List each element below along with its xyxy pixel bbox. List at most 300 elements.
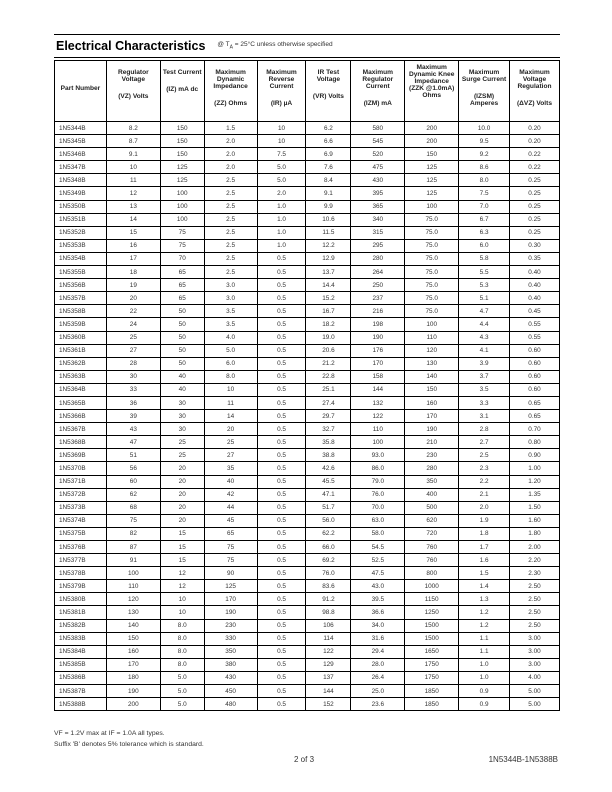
cell-zz: 230 (204, 619, 257, 632)
cell-izm: 250 (351, 279, 405, 292)
cell-vr: 15.2 (306, 292, 351, 305)
column-header-izsm (459, 61, 510, 122)
cell-vz: 110 (106, 580, 160, 593)
cell-iz: 12 (160, 567, 204, 580)
cell-vr: 9.1 (306, 187, 351, 200)
table-row (55, 266, 560, 279)
cell-zzk: 75.0 (405, 226, 459, 239)
cell-zz: 2.0 (204, 135, 257, 148)
cell-iz: 8.0 (160, 645, 204, 658)
cell-ir: 1.0 (257, 213, 306, 226)
cell-izm: 144 (351, 383, 405, 396)
table-row (55, 410, 560, 423)
table-row (55, 436, 560, 449)
cell-izm: 190 (351, 331, 405, 344)
cell-dvz: 3.00 (510, 645, 560, 658)
column-header-iz (160, 61, 204, 122)
cell-part: 1N5351B (55, 213, 107, 226)
table-row (55, 488, 560, 501)
cell-part: 1N5372B (55, 488, 107, 501)
cell-ir: 5.0 (257, 174, 306, 187)
cell-part: 1N5353B (55, 239, 107, 252)
cell-iz: 150 (160, 148, 204, 161)
cell-zz: 3.0 (204, 292, 257, 305)
cell-zz: 1.5 (204, 122, 257, 135)
cell-zzk: 1850 (405, 698, 459, 711)
cell-zz: 2.5 (204, 239, 257, 252)
cell-vz: 170 (106, 658, 160, 671)
cell-zzk: 120 (405, 344, 459, 357)
cell-iz: 5.0 (160, 671, 204, 684)
cell-vz: 82 (106, 527, 160, 540)
cell-zz: 380 (204, 658, 257, 671)
cell-vz: 27 (106, 344, 160, 357)
cell-iz: 100 (160, 213, 204, 226)
cell-izsm: 1.8 (459, 527, 510, 540)
table-row (55, 187, 560, 200)
cell-zzk: 1500 (405, 619, 459, 632)
cell-izm: 110 (351, 423, 405, 436)
cell-vr: 35.8 (306, 436, 351, 449)
cell-vz: 18 (106, 266, 160, 279)
cell-zz: 40 (204, 475, 257, 488)
cell-izm: 295 (351, 239, 405, 252)
part-range: 1N5344B-1N5388B (488, 755, 558, 764)
note-tolerance: Suffix 'B' denotes 5% tolerance which is standard. (54, 741, 204, 748)
cell-zz: 45 (204, 514, 257, 527)
cell-iz: 30 (160, 410, 204, 423)
cell-ir: 0.5 (257, 593, 306, 606)
column-header-ir (257, 61, 306, 122)
table-row (55, 658, 560, 671)
cell-izsm: 6.0 (459, 239, 510, 252)
cell-dvz: 2.50 (510, 580, 560, 593)
cell-part: 1N5366B (55, 410, 107, 423)
cell-izm: 198 (351, 318, 405, 331)
cell-zzk: 140 (405, 370, 459, 383)
cell-vz: 28 (106, 357, 160, 370)
column-header-part (55, 61, 107, 122)
column-label: Part Number (60, 85, 101, 92)
cell-izm: 52.5 (351, 554, 405, 567)
cell-iz: 150 (160, 122, 204, 135)
cell-izm: 216 (351, 305, 405, 318)
cell-dvz: 2.50 (510, 593, 560, 606)
cell-dvz: 0.45 (510, 305, 560, 318)
cell-izm: 430 (351, 174, 405, 187)
cell-zzk: 760 (405, 554, 459, 567)
cell-dvz: 5.00 (510, 685, 560, 698)
cell-part: 1N5352B (55, 226, 107, 239)
cell-izm: 28.0 (351, 658, 405, 671)
cell-vz: 62 (106, 488, 160, 501)
cell-zz: 125 (204, 580, 257, 593)
table-row (55, 161, 560, 174)
cell-vr: 6.6 (306, 135, 351, 148)
cell-zz: 3.5 (204, 305, 257, 318)
cell-izsm: 9.2 (459, 148, 510, 161)
table-row (55, 148, 560, 161)
cell-dvz: 0.30 (510, 239, 560, 252)
cell-ir: 0.5 (257, 396, 306, 409)
cell-zz: 480 (204, 698, 257, 711)
cell-izm: 70.0 (351, 501, 405, 514)
cell-part: 1N5370B (55, 462, 107, 475)
cell-zz: 2.5 (204, 174, 257, 187)
cell-vr: 42.6 (306, 462, 351, 475)
cell-vr: 18.2 (306, 318, 351, 331)
cell-part: 1N5363B (55, 370, 107, 383)
cell-part: 1N5359B (55, 318, 107, 331)
cell-izsm: 2.3 (459, 462, 510, 475)
cell-vr: 122 (306, 645, 351, 658)
cell-vz: 130 (106, 606, 160, 619)
cell-ir: 0.5 (257, 658, 306, 671)
cell-part: 1N5358B (55, 305, 107, 318)
cell-vr: 69.2 (306, 554, 351, 567)
cell-dvz: 0.65 (510, 396, 560, 409)
cell-ir: 0.5 (257, 619, 306, 632)
cell-vr: 45.5 (306, 475, 351, 488)
cell-zzk: 75.0 (405, 292, 459, 305)
cell-ir: 0.5 (257, 370, 306, 383)
cell-vz: 91 (106, 554, 160, 567)
cell-part: 1N5348B (55, 174, 107, 187)
table-row (55, 122, 560, 135)
table-row (55, 226, 560, 239)
column-units: (IZM) mA (363, 100, 392, 107)
column-label: Maximum Voltage Regulation (517, 69, 552, 90)
cell-iz: 70 (160, 252, 204, 265)
cell-ir: 0.5 (257, 436, 306, 449)
cell-dvz: 0.25 (510, 200, 560, 213)
cell-ir: 0.5 (257, 527, 306, 540)
cell-part: 1N5386B (55, 671, 107, 684)
cell-iz: 50 (160, 357, 204, 370)
cell-iz: 20 (160, 501, 204, 514)
cell-izm: 76.0 (351, 488, 405, 501)
cell-zzk: 1850 (405, 685, 459, 698)
table-row (55, 462, 560, 475)
cell-vr: 9.9 (306, 200, 351, 213)
cell-part: 1N5375B (55, 527, 107, 540)
cell-izsm: 1.1 (459, 645, 510, 658)
cell-iz: 8.0 (160, 619, 204, 632)
electrical-characteristics-table (54, 60, 560, 711)
notes (54, 728, 204, 750)
cell-iz: 10 (160, 593, 204, 606)
table-row (55, 344, 560, 357)
cell-part: 1N5365B (55, 396, 107, 409)
cell-izm: 580 (351, 122, 405, 135)
cell-izm: 47.5 (351, 567, 405, 580)
cell-part: 1N5382B (55, 619, 107, 632)
table-row (55, 606, 560, 619)
cell-izm: 264 (351, 266, 405, 279)
column-units: (ZZK @1.0mA) Ohms (409, 85, 455, 99)
cell-izsm: 1.6 (459, 554, 510, 567)
cell-iz: 65 (160, 292, 204, 305)
cell-izm: 23.6 (351, 698, 405, 711)
cell-vr: 16.7 (306, 305, 351, 318)
column-units: (IZSM) Amperes (469, 93, 499, 107)
cell-iz: 125 (160, 174, 204, 187)
cell-iz: 12 (160, 580, 204, 593)
cell-ir: 0.5 (257, 357, 306, 370)
cell-izm: 39.5 (351, 593, 405, 606)
cell-dvz: 0.35 (510, 252, 560, 265)
cell-part: 1N5371B (55, 475, 107, 488)
cell-vr: 66.0 (306, 541, 351, 554)
cell-zz: 20 (204, 423, 257, 436)
table-row (55, 527, 560, 540)
cell-part: 1N5364B (55, 383, 107, 396)
cell-izsm: 1.0 (459, 658, 510, 671)
column-label: Maximum Surge Current (461, 69, 507, 83)
cell-zz: 2.5 (204, 200, 257, 213)
cell-zzk: 150 (405, 383, 459, 396)
cell-zz: 10 (204, 383, 257, 396)
cell-zzk: 400 (405, 488, 459, 501)
cell-dvz: 0.60 (510, 344, 560, 357)
cell-ir: 7.5 (257, 148, 306, 161)
cell-ir: 0.5 (257, 580, 306, 593)
cell-iz: 8.0 (160, 632, 204, 645)
cell-iz: 100 (160, 200, 204, 213)
cell-vr: 38.8 (306, 449, 351, 462)
page-number: 2 of 3 (294, 755, 315, 764)
cell-vz: 160 (106, 645, 160, 658)
table-row (55, 357, 560, 370)
cell-izm: 395 (351, 187, 405, 200)
cell-zz: 27 (204, 449, 257, 462)
cell-zz: 90 (204, 567, 257, 580)
cell-izm: 58.0 (351, 527, 405, 540)
condition-subscript: A (229, 44, 233, 51)
cell-vr: 10.6 (306, 213, 351, 226)
cell-vz: 17 (106, 252, 160, 265)
cell-izsm: 3.5 (459, 383, 510, 396)
cell-vr: 62.2 (306, 527, 351, 540)
cell-zz: 42 (204, 488, 257, 501)
column-label: IR Test Voltage (316, 69, 341, 83)
cell-part: 1N5368B (55, 436, 107, 449)
cell-ir: 0.5 (257, 449, 306, 462)
cell-izm: 100 (351, 436, 405, 449)
cell-vr: 12.2 (306, 239, 351, 252)
cell-vz: 190 (106, 685, 160, 698)
cell-izm: 132 (351, 396, 405, 409)
cell-izsm: 5.1 (459, 292, 510, 305)
cell-zzk: 125 (405, 187, 459, 200)
cell-vz: 30 (106, 370, 160, 383)
column-label: Maximum Reverse Current (266, 69, 297, 90)
condition-suffix: = 25°C unless otherwise specified (233, 41, 333, 49)
cell-dvz: 0.25 (510, 213, 560, 226)
cell-vr: 83.6 (306, 580, 351, 593)
cell-izm: 122 (351, 410, 405, 423)
column-header-zzk (405, 61, 459, 122)
cell-vz: 68 (106, 501, 160, 514)
section-title: Electrical Characteristics (56, 39, 206, 53)
table-row (55, 449, 560, 462)
cell-zz: 8.0 (204, 370, 257, 383)
column-label: Test Current (162, 69, 202, 76)
cell-vr: 47.1 (306, 488, 351, 501)
table-body (55, 122, 560, 711)
cell-ir: 0.5 (257, 671, 306, 684)
cell-zzk: 125 (405, 161, 459, 174)
column-units: (VZ) Volts (118, 93, 149, 100)
cell-part: 1N5347B (55, 161, 107, 174)
cell-vz: 10 (106, 161, 160, 174)
cell-zz: 75 (204, 541, 257, 554)
cell-zzk: 110 (405, 331, 459, 344)
cell-zz: 75 (204, 554, 257, 567)
cell-zzk: 150 (405, 148, 459, 161)
cell-dvz: 1.20 (510, 475, 560, 488)
column-header-vz (106, 61, 160, 122)
cell-zz: 14 (204, 410, 257, 423)
cell-izm: 158 (351, 370, 405, 383)
cell-zzk: 500 (405, 501, 459, 514)
cell-iz: 50 (160, 305, 204, 318)
cell-part: 1N5367B (55, 423, 107, 436)
cell-iz: 20 (160, 488, 204, 501)
cell-part: 1N5384B (55, 645, 107, 658)
cell-izm: 26.4 (351, 671, 405, 684)
cell-vr: 6.9 (306, 148, 351, 161)
cell-vz: 180 (106, 671, 160, 684)
cell-vz: 36 (106, 396, 160, 409)
cell-zz: 25 (204, 436, 257, 449)
cell-iz: 5.0 (160, 685, 204, 698)
cell-vr: 14.4 (306, 279, 351, 292)
cell-part: 1N5345B (55, 135, 107, 148)
table-row (55, 593, 560, 606)
table-row (55, 135, 560, 148)
cell-dvz: 0.55 (510, 331, 560, 344)
cell-ir: 0.5 (257, 383, 306, 396)
cell-zzk: 720 (405, 527, 459, 540)
cell-zzk: 760 (405, 541, 459, 554)
note-forward-voltage: VF = 1.2V max at IF = 1.0A all types. (54, 730, 165, 737)
cell-vz: 8.2 (106, 122, 160, 135)
cell-iz: 50 (160, 318, 204, 331)
cell-izm: 43.0 (351, 580, 405, 593)
cell-izsm: 2.5 (459, 449, 510, 462)
table-row (55, 698, 560, 711)
table-row (55, 200, 560, 213)
cell-dvz: 3.00 (510, 632, 560, 645)
cell-part: 1N5381B (55, 606, 107, 619)
cell-iz: 125 (160, 161, 204, 174)
cell-vz: 150 (106, 632, 160, 645)
cell-vr: 137 (306, 671, 351, 684)
column-units: (IZ) mA dc (166, 86, 199, 93)
table-row (55, 580, 560, 593)
cell-dvz: 5.00 (510, 698, 560, 711)
cell-iz: 8.0 (160, 658, 204, 671)
cell-iz: 30 (160, 423, 204, 436)
cell-zzk: 1150 (405, 593, 459, 606)
cell-dvz: 0.22 (510, 161, 560, 174)
cell-ir: 0.5 (257, 292, 306, 305)
cell-vz: 33 (106, 383, 160, 396)
cell-izsm: 4.4 (459, 318, 510, 331)
cell-vr: 20.6 (306, 344, 351, 357)
cell-dvz: 0.40 (510, 279, 560, 292)
cell-iz: 20 (160, 475, 204, 488)
cell-zzk: 200 (405, 135, 459, 148)
cell-izsm: 0.9 (459, 698, 510, 711)
cell-zzk: 75.0 (405, 239, 459, 252)
cell-vr: 11.5 (306, 226, 351, 239)
cell-zz: 2.5 (204, 213, 257, 226)
cell-izm: 545 (351, 135, 405, 148)
cell-vz: 22 (106, 305, 160, 318)
cell-zzk: 75.0 (405, 252, 459, 265)
column-label: Maximum Regulator Current (362, 69, 394, 90)
cell-izsm: 2.1 (459, 488, 510, 501)
table-row (55, 541, 560, 554)
cell-izsm: 6.3 (459, 226, 510, 239)
cell-iz: 25 (160, 449, 204, 462)
table-row (55, 331, 560, 344)
cell-dvz: 1.50 (510, 501, 560, 514)
cell-vz: 39 (106, 410, 160, 423)
cell-izm: 86.0 (351, 462, 405, 475)
table-row (55, 292, 560, 305)
cell-izsm: 6.7 (459, 213, 510, 226)
cell-izm: 237 (351, 292, 405, 305)
cell-dvz: 0.20 (510, 122, 560, 135)
table-row (55, 685, 560, 698)
cell-zzk: 75.0 (405, 279, 459, 292)
cell-part: 1N5378B (55, 567, 107, 580)
cell-izsm: 10.0 (459, 122, 510, 135)
cell-izm: 170 (351, 357, 405, 370)
column-header-zz (204, 61, 257, 122)
cell-zzk: 1750 (405, 658, 459, 671)
cell-izsm: 2.8 (459, 423, 510, 436)
cell-izm: 29.4 (351, 645, 405, 658)
cell-vr: 7.6 (306, 161, 351, 174)
cell-izsm: 5.8 (459, 252, 510, 265)
cell-izsm: 8.6 (459, 161, 510, 174)
cell-iz: 25 (160, 436, 204, 449)
cell-zzk: 100 (405, 318, 459, 331)
cell-part: 1N5357B (55, 292, 107, 305)
cell-izm: 31.6 (351, 632, 405, 645)
cell-iz: 40 (160, 370, 204, 383)
cell-vr: 22.8 (306, 370, 351, 383)
cell-iz: 10 (160, 606, 204, 619)
cell-zzk: 230 (405, 449, 459, 462)
cell-izsm: 4.1 (459, 344, 510, 357)
cell-dvz: 2.00 (510, 541, 560, 554)
cell-zzk: 125 (405, 174, 459, 187)
cell-part: 1N5362B (55, 357, 107, 370)
cell-zzk: 620 (405, 514, 459, 527)
cell-izsm: 5.5 (459, 266, 510, 279)
cell-izsm: 1.2 (459, 606, 510, 619)
cell-dvz: 0.22 (510, 148, 560, 161)
cell-zzk: 1000 (405, 580, 459, 593)
cell-vz: 120 (106, 593, 160, 606)
cell-ir: 0.5 (257, 318, 306, 331)
cell-part: 1N5360B (55, 331, 107, 344)
